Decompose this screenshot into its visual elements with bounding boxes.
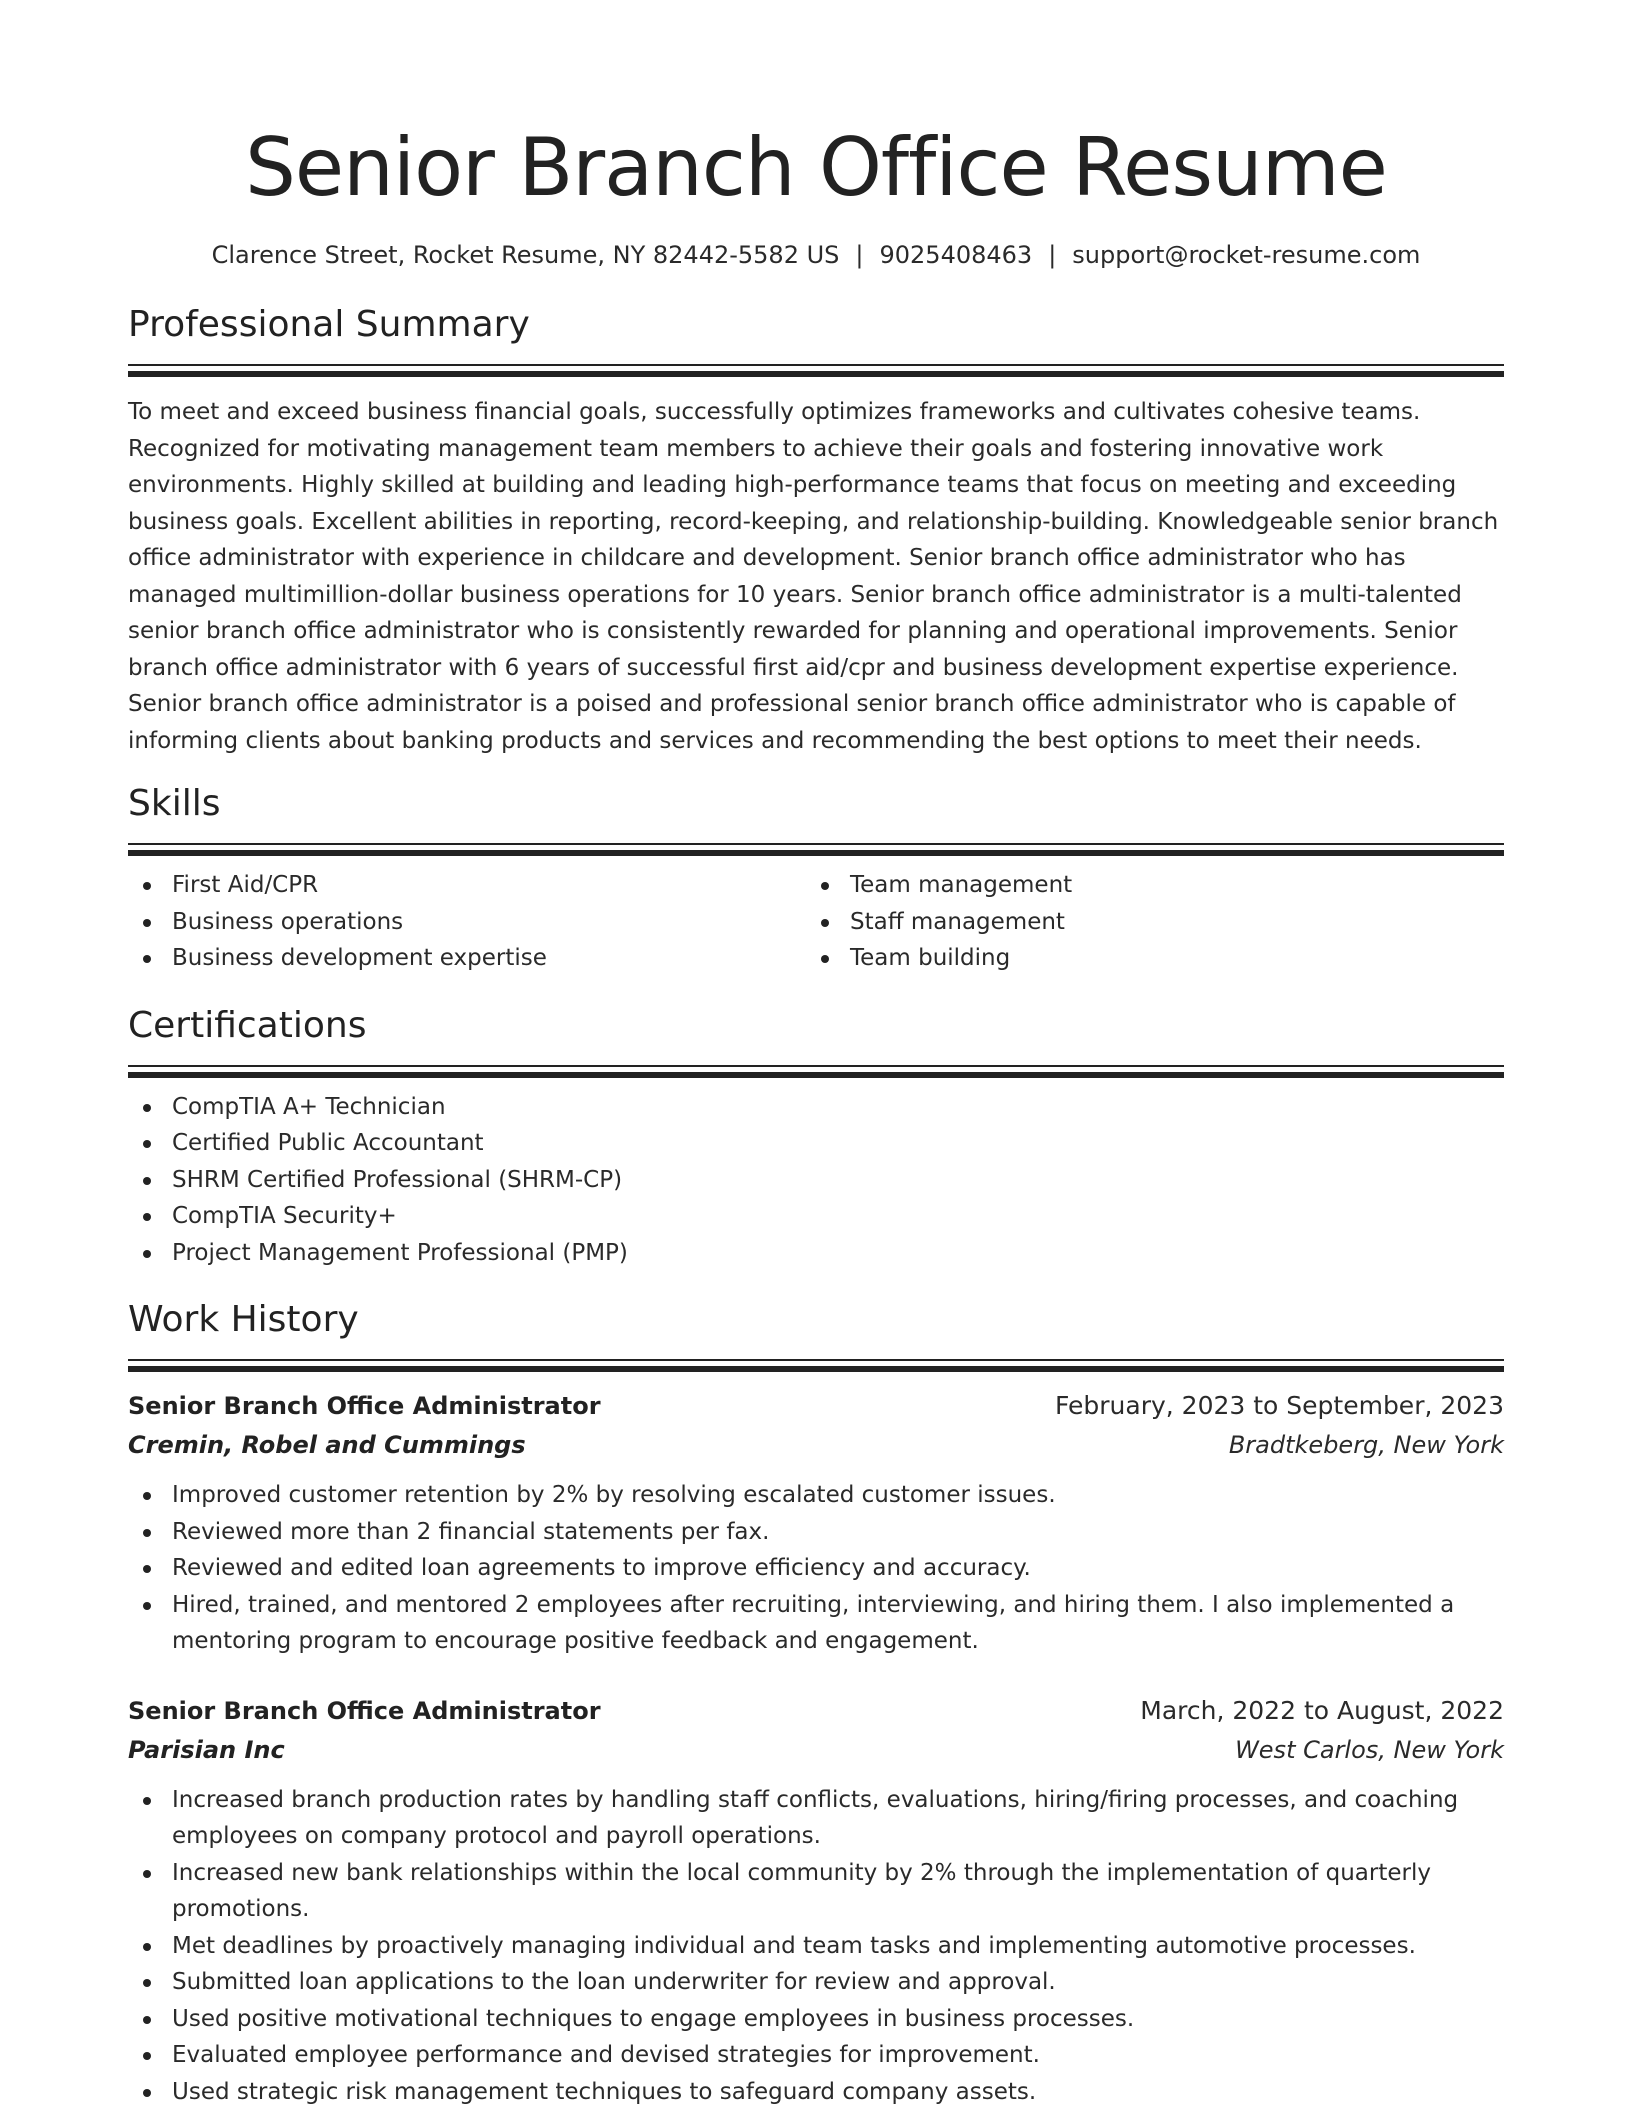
contact-separator: | bbox=[855, 241, 864, 269]
certifications-heading: Certifications bbox=[128, 1004, 367, 1046]
skill-item: Team management bbox=[806, 867, 1484, 904]
job-location: Bradtkeberg, New York bbox=[1228, 1431, 1504, 1459]
job-duty-item: Reviewed and edited loan agreements to improve efficiency and accuracy. bbox=[128, 1550, 1504, 1587]
certification-item: Certified Public Accountant bbox=[128, 1125, 1504, 1162]
job-duty-item: Submitted loan applications to the loan underwriter for review and approval. bbox=[128, 1964, 1504, 2001]
section-divider bbox=[128, 364, 1504, 376]
job-title: Senior Branch Office Administrator bbox=[128, 1392, 601, 1420]
job-duty-item: Used strategic risk management techniques to safeguard company assets. bbox=[128, 2074, 1504, 2111]
skill-item: First Aid/CPR bbox=[128, 867, 806, 904]
skill-item: Business operations bbox=[128, 904, 806, 941]
summary-heading: Professional Summary bbox=[128, 304, 530, 345]
resume-page bbox=[128, 0, 1504, 2110]
job-dates: March, 2022 to August, 2022 bbox=[1140, 1695, 1504, 1725]
job-duty-item: Increased new bank relationships within the local community by 2% through the implementation of quarterly promotions. bbox=[128, 1855, 1504, 1928]
job-company: Cremin, Robel and Cummings bbox=[128, 1431, 526, 1459]
contact-phone: 9025408463 bbox=[879, 241, 1033, 269]
job-duty-item: Reviewed more than 2 financial statements per fax. bbox=[128, 1514, 1504, 1551]
job-duty-item: Increased branch production rates by handling staff conflicts, evaluations, hiring/firing processes, and coaching employees on company protocol and payroll operations. bbox=[128, 1782, 1504, 1855]
work-history-section bbox=[128, 1297, 1504, 2110]
certifications-section bbox=[128, 1003, 1504, 1272]
section-divider bbox=[128, 1065, 1504, 1077]
job-duty-item: Used positive motivational techniques to engage employees in business processes. bbox=[128, 2001, 1504, 2038]
job-duty-item: Improved customer retention by 2% by resolving escalated customer issues. bbox=[128, 1477, 1504, 1514]
section-divider bbox=[128, 843, 1504, 855]
skills-column-right bbox=[806, 867, 1484, 977]
section-divider bbox=[128, 1359, 1504, 1371]
job-duty-item: Met deadlines by proactively managing individual and team tasks and implementing automotive processes. bbox=[128, 1928, 1504, 1965]
job-entry bbox=[128, 1387, 1504, 1660]
contact-line bbox=[128, 238, 1504, 272]
job-title: Senior Branch Office Administrator bbox=[128, 1696, 601, 1725]
certification-item: Project Management Professional (PMP) bbox=[128, 1235, 1504, 1272]
certifications-list bbox=[128, 1089, 1504, 1272]
job-duties bbox=[128, 1477, 1504, 1660]
resume-title: Senior Branch Office Resume bbox=[245, 121, 1387, 214]
contact-address: Clarence Street, Rocket Resume, NY 82442-5582 US bbox=[211, 241, 840, 269]
skill-item: Business development expertise bbox=[128, 940, 806, 977]
summary-section bbox=[128, 302, 1504, 759]
job-duties bbox=[128, 1782, 1504, 2111]
job-location: West Carlos, New York bbox=[1235, 1735, 1504, 1764]
skills-column-left bbox=[128, 867, 806, 977]
skill-item: Team building bbox=[806, 940, 1484, 977]
summary-text: To meet and exceed business financial goals, successfully optimizes frameworks and cultivates cohesive teams. Recognized for motivating management team members to achieve their goals and fostering innovative work environments. Highly skilled at building and leading high-performance teams that focus on meeting and exceeding business goals. Excellent abilities in reporting, record-keeping, and relationship-building. Knowledgeable senior branch office administrator with experience in childcare and development. Senior branch office administrator who has managed multimillion-dollar business operations for 10 years. Senior branch office administrator is a multi-talented senior branch office administrator who is consistently rewarded for planning and operational improvements. Senior branch office administrator with 6 years of successful first aid/cpr and business development expertise experience. Senior branch office administrator is a poised and professional senior branch office administrator who is capable of informing clients about banking products and services and recommending the best options to meet their needs. bbox=[128, 399, 1499, 754]
contact-separator: | bbox=[1048, 241, 1057, 269]
job-dates: February, 2023 to September, 2023 bbox=[1055, 1391, 1504, 1420]
skills-section bbox=[128, 781, 1504, 977]
job-duty-item: Hired, trained, and mentored 2 employees after recruiting, interviewing, and hiring them. I also implemented a mentoring program to encourage positive feedback and engagement. bbox=[128, 1587, 1504, 1660]
skills-list bbox=[128, 855, 1504, 977]
certification-item: CompTIA A+ Technician bbox=[128, 1089, 1504, 1126]
certification-item: CompTIA Security+ bbox=[128, 1198, 1504, 1235]
contact-email: support@rocket-resume.com bbox=[1072, 241, 1421, 269]
job-entry bbox=[128, 1692, 1504, 2111]
work-history-heading: Work History bbox=[128, 1299, 359, 1340]
skills-heading: Skills bbox=[128, 783, 221, 824]
certification-item: SHRM Certified Professional (SHRM-CP) bbox=[128, 1162, 1504, 1199]
job-company: Parisian Inc bbox=[128, 1735, 285, 1764]
job-duty-item: Evaluated employee performance and devised strategies for improvement. bbox=[128, 2037, 1504, 2074]
skill-item: Staff management bbox=[806, 904, 1484, 941]
